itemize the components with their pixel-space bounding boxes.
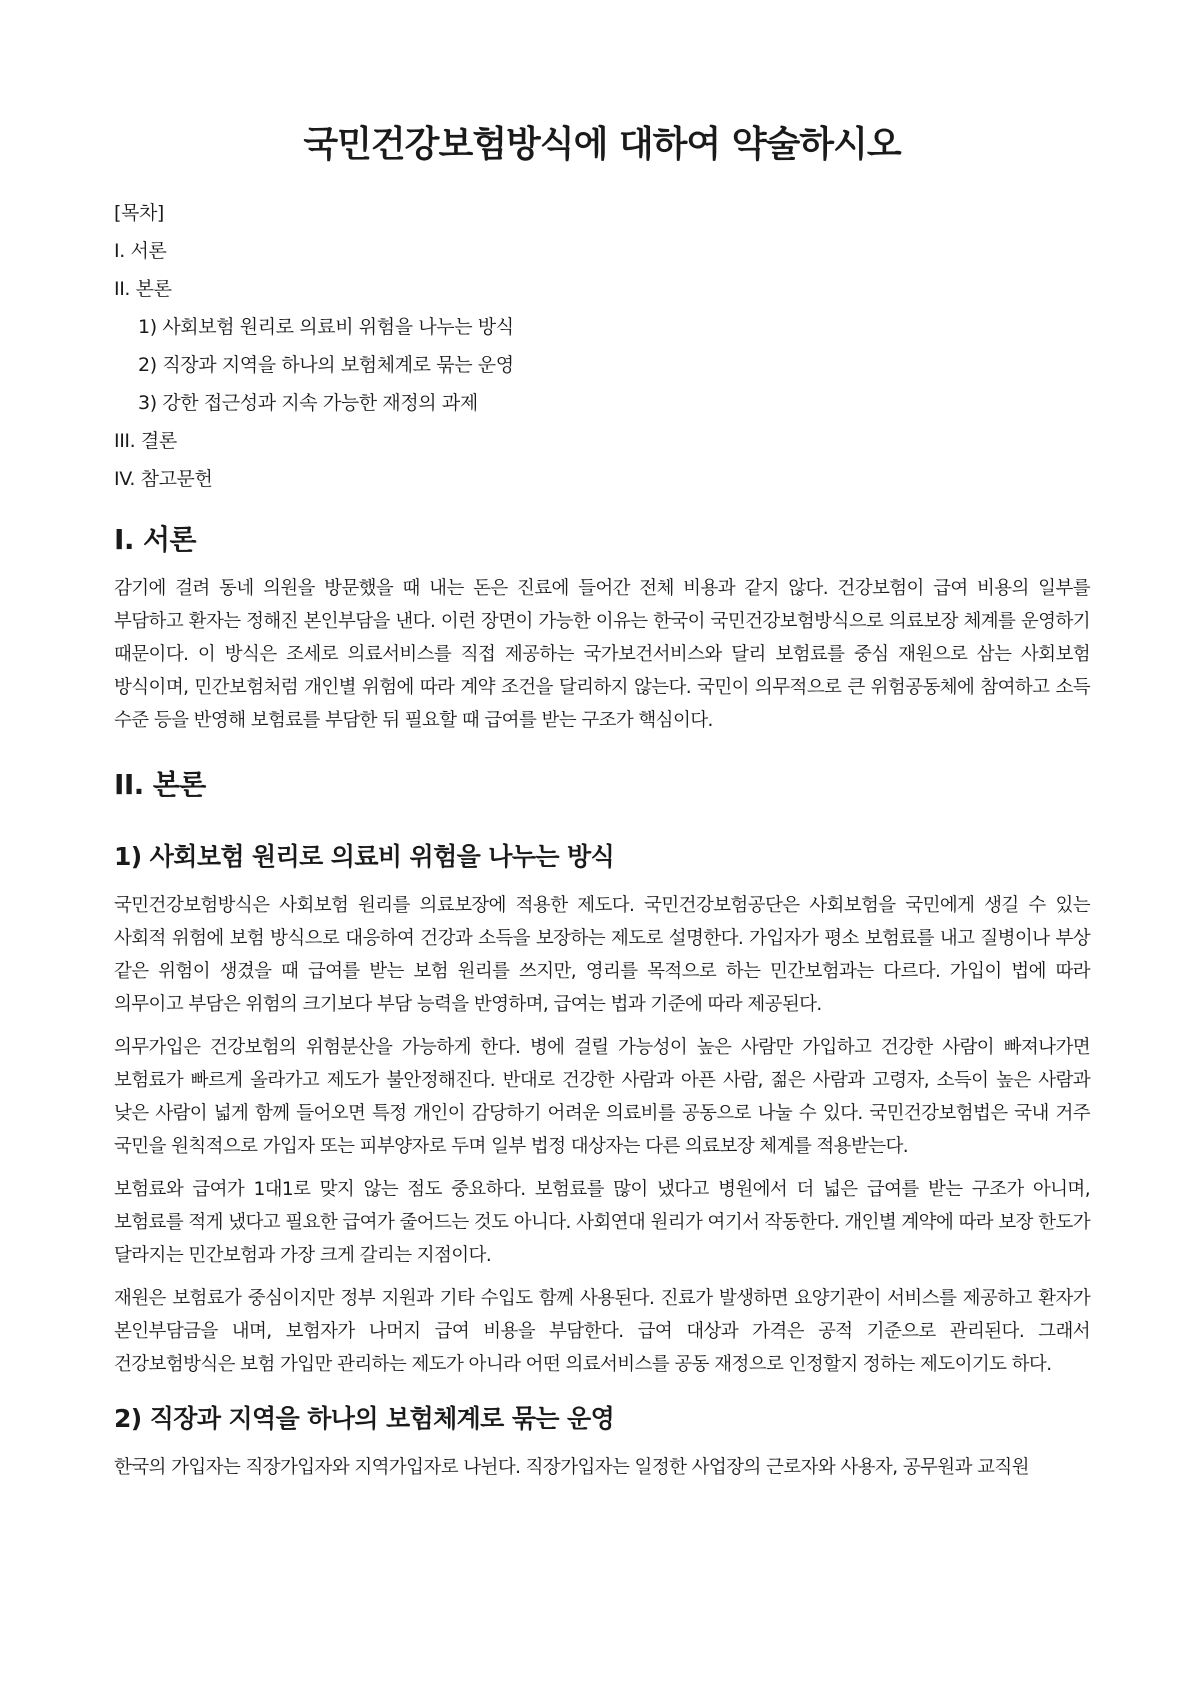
table-of-contents bbox=[114, 194, 1090, 498]
toc-item: I. 서론 bbox=[114, 240, 167, 262]
body-section bbox=[114, 765, 1090, 1484]
paragraph: 감기에 걸려 동네 의원을 방문했을 때 내는 돈은 진료에 들어간 전체 비용과 같지 않다. 건강보험이 급여 비용의 일부를 부담하고 환자는 정해진 본인부담을 낸다. 이런 장면이 가능한 이유는 한국이 국민건강보험방식으로 의료보장 체계를 운영하기 때문이다. 이 방식은 조세로 의료서비스를 직접 제공하는 국가보건서비스와 달리 보험료를 중심 재원으로 삼는 사회보험 방식이며, 민간보험처럼 개인별 위험에 따라 계약 조건을 달리하지 않는다. 국민이 의무적으로 큰 위험공동체에 참여하고 소득 수준 등을 반영해 보험료를 부담한 뒤 필요할 때 급여를 받는 구조가 핵심이다. bbox=[114, 578, 1090, 731]
toc-item: 3) 강한 접근성과 지속 가능한 재정의 과제 bbox=[138, 392, 478, 414]
section-heading: I. 서론 bbox=[114, 523, 196, 556]
document-title: 국민건강보험방식에 대하여 약술하시오 bbox=[303, 124, 901, 165]
section-heading: II. 본론 bbox=[114, 768, 206, 801]
toc-item: 1) 사회보험 원리로 의료비 위험을 나누는 방식 bbox=[138, 316, 514, 338]
paragraph: 의무가입은 건강보험의 위험분산을 가능하게 한다. 병에 걸릴 가능성이 높은 사람만 가입하고 건강한 사람이 빠져나가면 보험료가 빠르게 올라가고 제도가 불안정해진다. 반대로 건강한 사람과 아픈 사람, 젊은 사람과 고령자, 소득이 높은 사람과 낮은 사람이 넓게 함께 들어오면 특정 개인이 감당하기 어려운 의료비를 공동으로 나눌 수 있다. 국민건강보험법은 국내 거주 국민을 원칙적으로 가입자 또는 피부양자로 두며 일부 법정 대상자는 다른 의료보장 체계를 적용받는다. bbox=[114, 1037, 1090, 1157]
subsection-heading: 1) 사회보험 원리로 의료비 위험을 나누는 방식 bbox=[114, 842, 615, 871]
subsection-heading: 2) 직장과 지역을 하나의 보험체계로 묶는 운영 bbox=[114, 1404, 615, 1433]
toc-item: III. 결론 bbox=[114, 430, 177, 452]
paragraph: 한국의 가입자는 직장가입자와 지역가입자로 나뉜다. 직장가입자는 일정한 사업장의 근로자와 사용자, 공무원과 교직원 bbox=[114, 1457, 1029, 1478]
paragraph: 국민건강보험방식은 사회보험 원리를 의료보장에 적용한 제도다. 국민건강보험공단은 사회보험을 국민에게 생길 수 있는 사회적 위험에 보험 방식으로 대응하여 건강과 소득을 보장하는 제도로 설명한다. 가입자가 평소 보험료를 내고 질병이나 부상 같은 위험이 생겼을 때 급여를 받는 보험 원리를 쓰지만, 영리를 목적으로 하는 민간보험과는 다르다. 가입이 법에 따라 의무이고 부담은 위험의 크기보다 부담 능력을 반영하며, 급여는 법과 기준에 따라 제공된다. bbox=[114, 895, 1090, 1015]
toc-item: II. 본론 bbox=[114, 278, 172, 300]
paragraph: 보험료와 급여가 1대1로 맞지 않는 점도 중요하다. 보험료를 많이 냈다고 병원에서 더 넓은 급여를 받는 구조가 아니며, 보험료를 적게 냈다고 필요한 급여가 줄어드는 것도 아니다. 사회연대 원리가 여기서 작동한다. 개인별 계약에 따라 보장 한도가 달라지는 민간보험과 가장 크게 갈리는 지점이다. bbox=[114, 1179, 1090, 1266]
intro-section bbox=[114, 520, 1090, 737]
paragraph: 재원은 보험료가 중심이지만 정부 지원과 기타 수입도 함께 사용된다. 진료가 발생하면 요양기관이 서비스를 제공하고 환자가 본인부담금을 내며, 보험자가 나머지 급여 비용을 부담한다. 급여 대상과 가격은 공적 기준으로 관리된다. 그래서 건강보험방식은 보험 가입만 관리하는 제도가 아니라 어떤 의료서비스를 공동 재정으로 인정할지 정하는 제도이기도 하다. bbox=[114, 1288, 1090, 1375]
toc-item: IV. 참고문헌 bbox=[114, 468, 213, 490]
toc-item: 2) 직장과 지역을 하나의 보험체계로 묶는 운영 bbox=[138, 354, 514, 376]
toc-item: [목차] bbox=[114, 202, 164, 224]
